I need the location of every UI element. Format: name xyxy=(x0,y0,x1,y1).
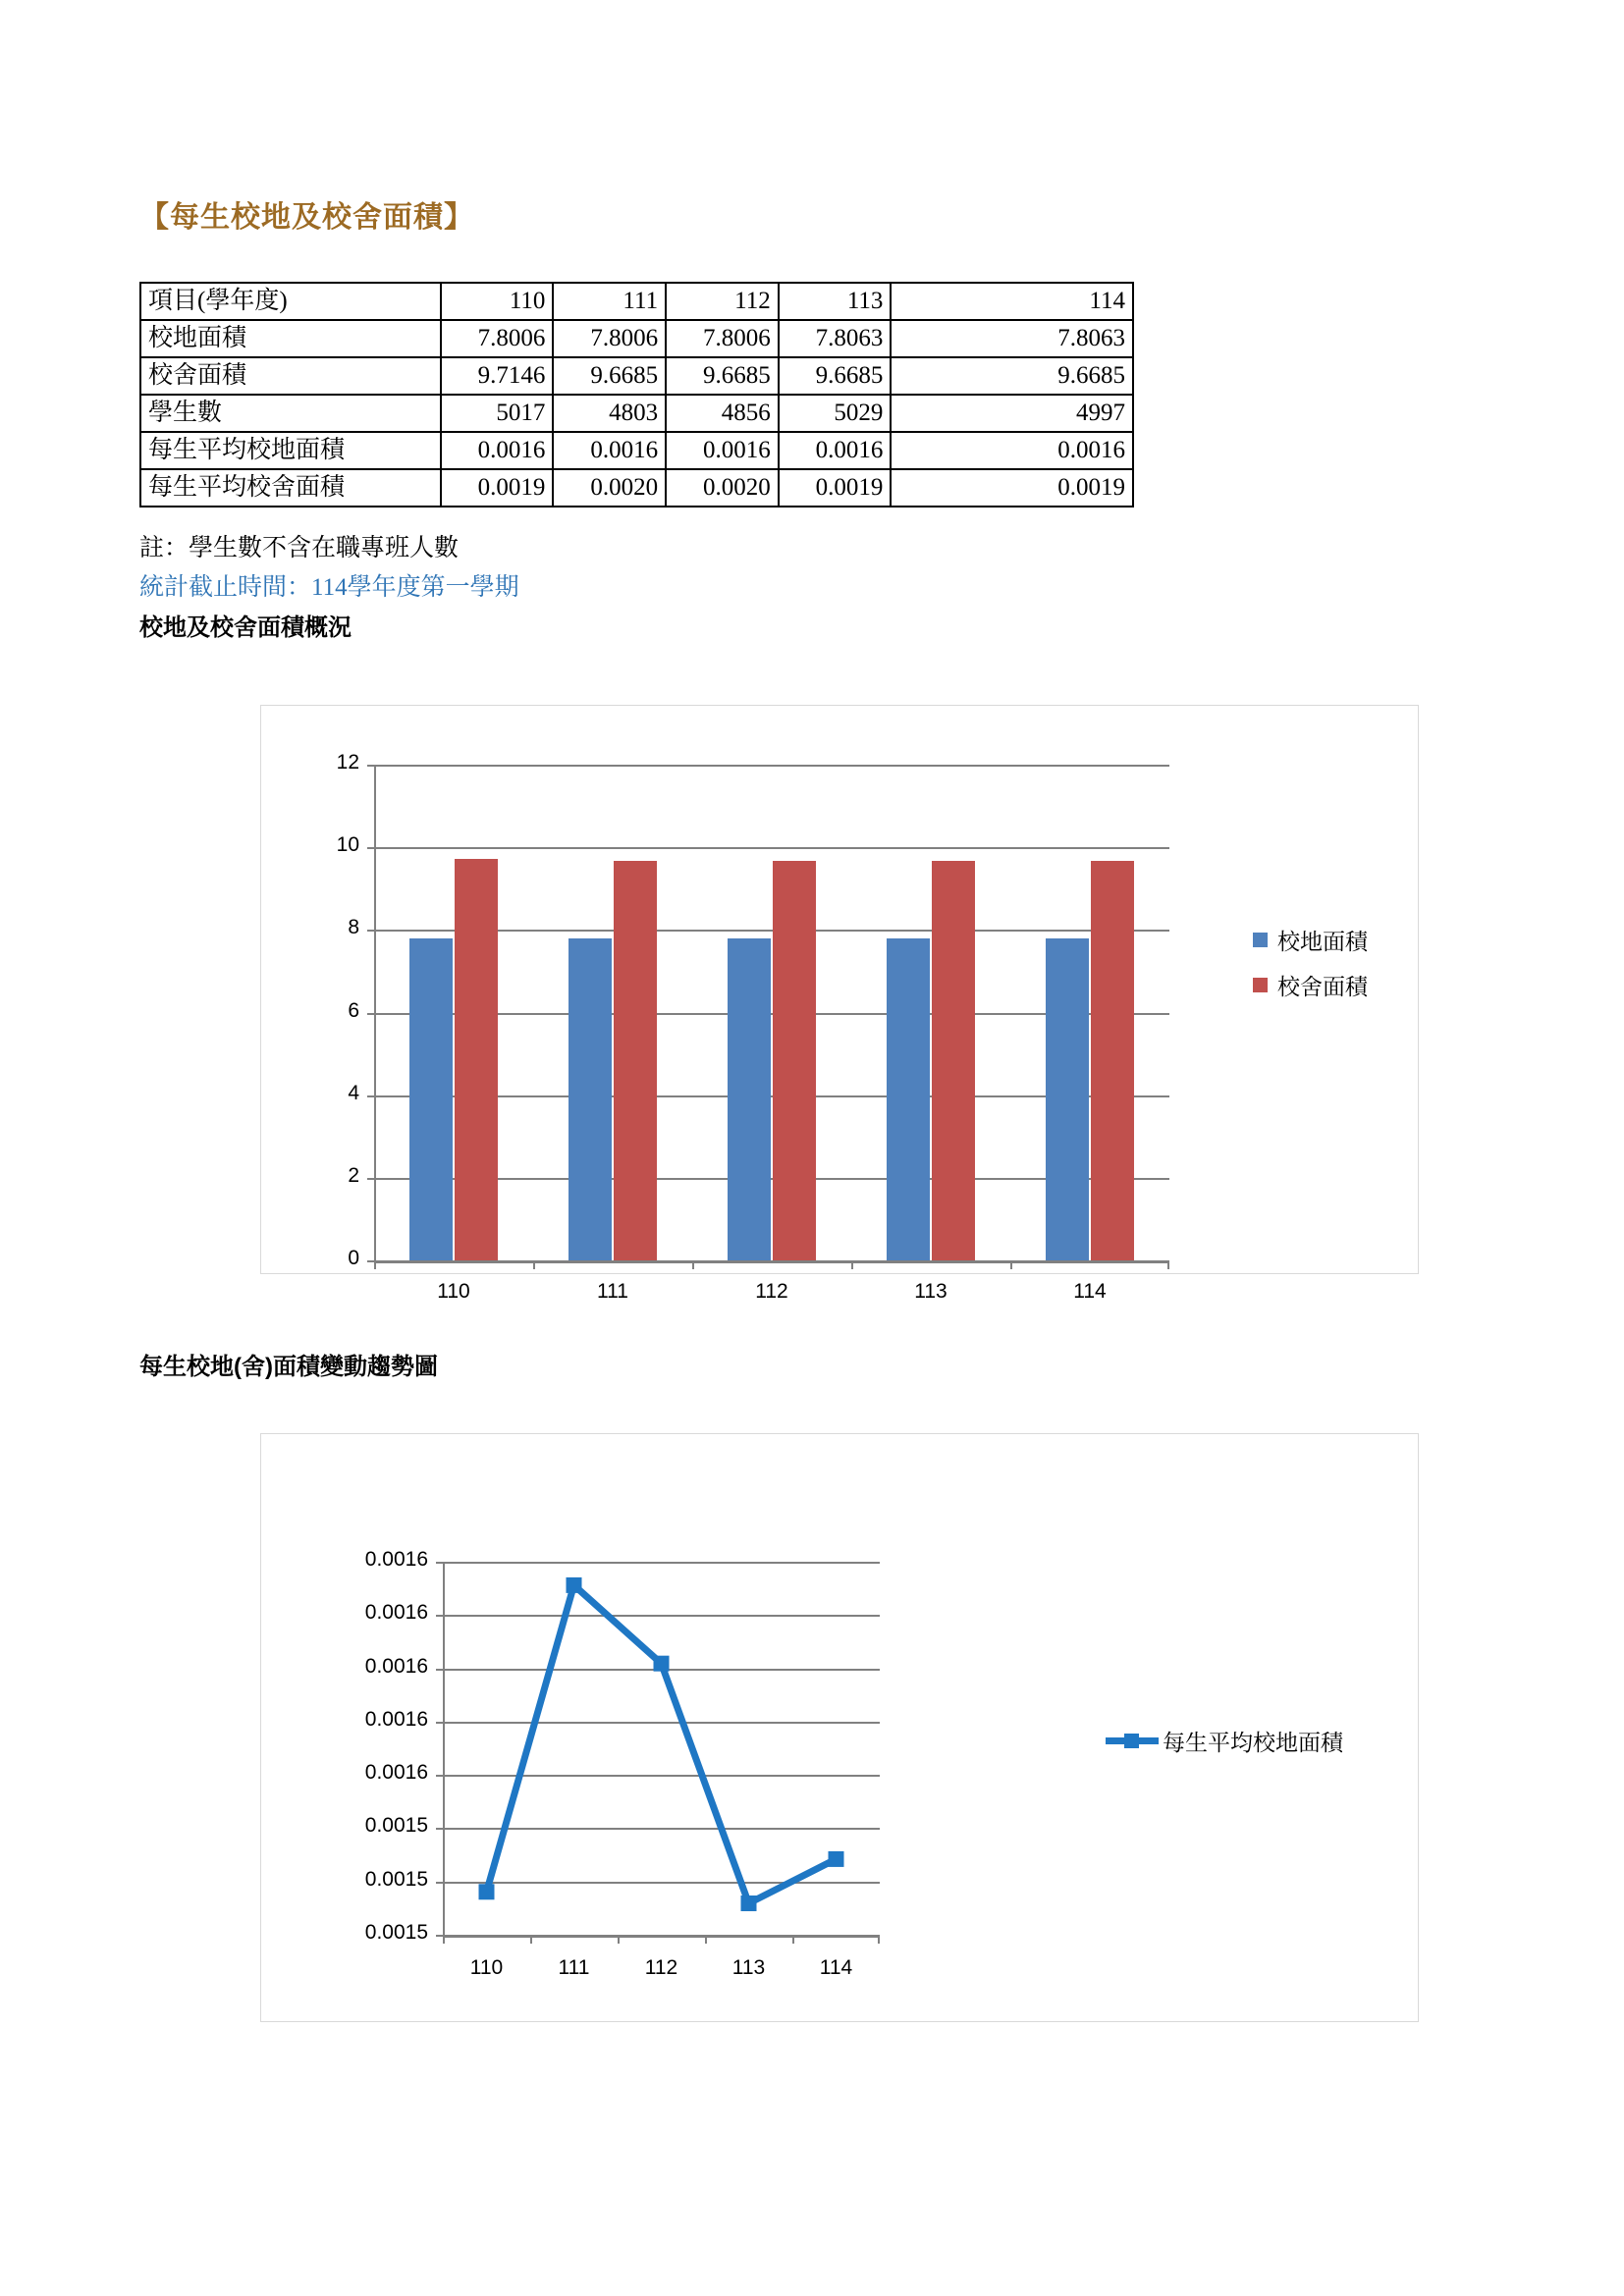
page-title: 【每生校地及校舍面積】 xyxy=(139,201,474,234)
y-axis-label: 10 xyxy=(336,833,359,857)
bar xyxy=(773,861,816,1260)
table-header-cell: 項目(學年度) xyxy=(140,283,441,320)
row-value: 9.6685 xyxy=(553,357,666,395)
y-axis-tick xyxy=(436,1722,443,1724)
row-value: 9.6685 xyxy=(666,357,779,395)
y-axis xyxy=(374,765,376,1260)
table-row xyxy=(140,395,1133,432)
x-axis-tick xyxy=(705,1935,707,1944)
table-row xyxy=(140,432,1133,469)
legend-item xyxy=(1253,969,1368,1001)
bar xyxy=(614,861,657,1260)
x-axis-label: 111 xyxy=(597,1280,628,1303)
row-value: 5017 xyxy=(441,395,554,432)
row-label: 每生平均校地面積 xyxy=(140,432,441,469)
table-row xyxy=(140,357,1133,395)
x-axis-tick xyxy=(443,1935,445,1944)
row-value: 0.0016 xyxy=(891,432,1133,469)
legend-swatch xyxy=(1253,978,1268,992)
row-value: 0.0016 xyxy=(666,432,779,469)
legend-label: 校地面積 xyxy=(1277,930,1368,954)
x-axis xyxy=(374,1260,1169,1263)
row-value: 0.0019 xyxy=(441,469,554,507)
legend-item xyxy=(1253,924,1368,956)
line-marker xyxy=(741,1896,757,1911)
y-axis-label: 0.0016 xyxy=(364,1654,428,1678)
y-axis-tick xyxy=(436,1669,443,1671)
x-axis xyxy=(443,1935,880,1938)
line-marker xyxy=(479,1884,495,1899)
y-axis-tick xyxy=(436,1775,443,1777)
y-axis-label: 0 xyxy=(348,1247,359,1269)
legend-label: 校舍面積 xyxy=(1277,975,1368,999)
row-label: 校舍面積 xyxy=(140,357,441,395)
y-axis-label: 0.0016 xyxy=(364,1601,428,1625)
x-axis-label: 110 xyxy=(437,1280,470,1303)
y-axis-tick xyxy=(367,930,374,932)
row-value: 7.8006 xyxy=(666,320,779,357)
y-axis-label: 4 xyxy=(348,1081,359,1104)
row-value: 0.0020 xyxy=(553,469,666,507)
y-axis-tick xyxy=(367,765,374,767)
bar-chart-caption: 校地及校舍面積概況 xyxy=(139,614,352,641)
row-value: 4856 xyxy=(666,395,779,432)
table-header-cell: 113 xyxy=(779,283,892,320)
x-axis-label: 114 xyxy=(819,1956,853,1979)
bar xyxy=(409,938,453,1260)
y-axis-tick xyxy=(367,1095,374,1097)
table-note-cutoff: 統計截止時間：114學年度第一學期 xyxy=(139,574,519,601)
table-header-cell: 112 xyxy=(666,283,779,320)
row-value: 7.8063 xyxy=(891,320,1133,357)
y-axis-tick xyxy=(436,1935,443,1937)
x-axis-tick xyxy=(533,1260,535,1269)
x-axis-label: 112 xyxy=(755,1280,788,1303)
table-header-cell: 114 xyxy=(891,283,1133,320)
row-value: 4803 xyxy=(553,395,666,432)
line-marker xyxy=(829,1851,844,1867)
legend-line-swatch xyxy=(1106,1737,1159,1744)
line-chart-caption: 每生校地(舍)面積變動趨勢圖 xyxy=(139,1354,438,1380)
x-axis-tick xyxy=(792,1935,794,1944)
x-axis-tick xyxy=(851,1260,853,1269)
row-label: 每生平均校舍面積 xyxy=(140,469,441,507)
x-axis-tick xyxy=(530,1935,532,1944)
x-axis-tick xyxy=(1167,1260,1169,1269)
row-value: 0.0019 xyxy=(779,469,892,507)
table-row xyxy=(140,320,1133,357)
line-series xyxy=(443,1562,880,1935)
line-chart-plot-area xyxy=(364,1548,880,1979)
line-chart xyxy=(260,1433,1419,2022)
y-axis-label: 12 xyxy=(336,751,359,774)
row-value: 7.8006 xyxy=(553,320,666,357)
y-axis-label: 6 xyxy=(348,998,359,1022)
x-axis-tick xyxy=(878,1935,880,1944)
bar xyxy=(887,938,930,1261)
row-value: 4997 xyxy=(891,395,1133,432)
bar-chart-plot-area xyxy=(336,751,1169,1303)
gridline xyxy=(374,847,1169,849)
y-axis-tick xyxy=(367,1013,374,1015)
row-value: 0.0020 xyxy=(666,469,779,507)
bar xyxy=(932,861,975,1260)
x-axis-label: 110 xyxy=(469,1956,504,1979)
x-axis-tick xyxy=(374,1260,376,1269)
y-axis-tick xyxy=(367,847,374,849)
bar xyxy=(1046,938,1089,1261)
line-marker xyxy=(567,1577,582,1593)
row-label: 校地面積 xyxy=(140,320,441,357)
x-axis-label: 114 xyxy=(1073,1280,1107,1303)
row-value: 7.8063 xyxy=(779,320,892,357)
y-axis-tick xyxy=(367,1178,374,1180)
row-value: 0.0016 xyxy=(441,432,554,469)
table-note-students: 註：學生數不含在職專班人數 xyxy=(139,535,460,561)
y-axis-tick xyxy=(436,1882,443,1884)
x-axis-label: 112 xyxy=(644,1956,678,1979)
legend-item xyxy=(1106,1725,1343,1757)
row-value: 9.7146 xyxy=(441,357,554,395)
legend-swatch xyxy=(1253,933,1268,947)
y-axis-label: 0.0016 xyxy=(364,1548,428,1571)
row-value: 9.6685 xyxy=(779,357,892,395)
bar xyxy=(1091,861,1134,1260)
y-axis-tick xyxy=(367,1260,374,1262)
x-axis-tick xyxy=(692,1260,694,1269)
table-header-cell: 111 xyxy=(553,283,666,320)
bar xyxy=(568,938,612,1260)
y-axis-label: 0.0016 xyxy=(364,1761,428,1785)
row-value: 0.0016 xyxy=(779,432,892,469)
y-axis-tick xyxy=(436,1828,443,1830)
table-header-row xyxy=(140,283,1133,320)
y-axis-label: 2 xyxy=(348,1163,359,1187)
y-axis-label: 0.0015 xyxy=(364,1814,428,1838)
table-header-cell: 110 xyxy=(441,283,554,320)
y-axis-tick xyxy=(436,1562,443,1564)
gridline xyxy=(374,765,1169,767)
y-axis-tick xyxy=(436,1615,443,1617)
bar xyxy=(455,859,498,1260)
row-label: 學生數 xyxy=(140,395,441,432)
y-axis-label: 0.0015 xyxy=(364,1921,428,1944)
row-value: 0.0016 xyxy=(553,432,666,469)
school-area-table xyxy=(139,282,1134,507)
bar xyxy=(728,938,771,1260)
row-value: 9.6685 xyxy=(891,357,1133,395)
row-value: 5029 xyxy=(779,395,892,432)
x-axis-tick xyxy=(618,1935,620,1944)
x-axis-label: 111 xyxy=(558,1956,590,1979)
y-axis-label: 0.0015 xyxy=(364,1867,428,1891)
x-axis-label: 113 xyxy=(914,1280,947,1303)
row-value: 7.8006 xyxy=(441,320,554,357)
table-row xyxy=(140,469,1133,507)
x-axis-tick xyxy=(1010,1260,1012,1269)
y-axis-label: 0.0016 xyxy=(364,1707,428,1731)
legend-label: 每生平均校地面積 xyxy=(1163,1731,1343,1755)
line-marker xyxy=(654,1656,670,1672)
y-axis-label: 8 xyxy=(348,916,359,939)
row-value: 0.0019 xyxy=(891,469,1133,507)
bar-chart xyxy=(260,705,1419,1303)
x-axis-label: 113 xyxy=(731,1956,766,1979)
